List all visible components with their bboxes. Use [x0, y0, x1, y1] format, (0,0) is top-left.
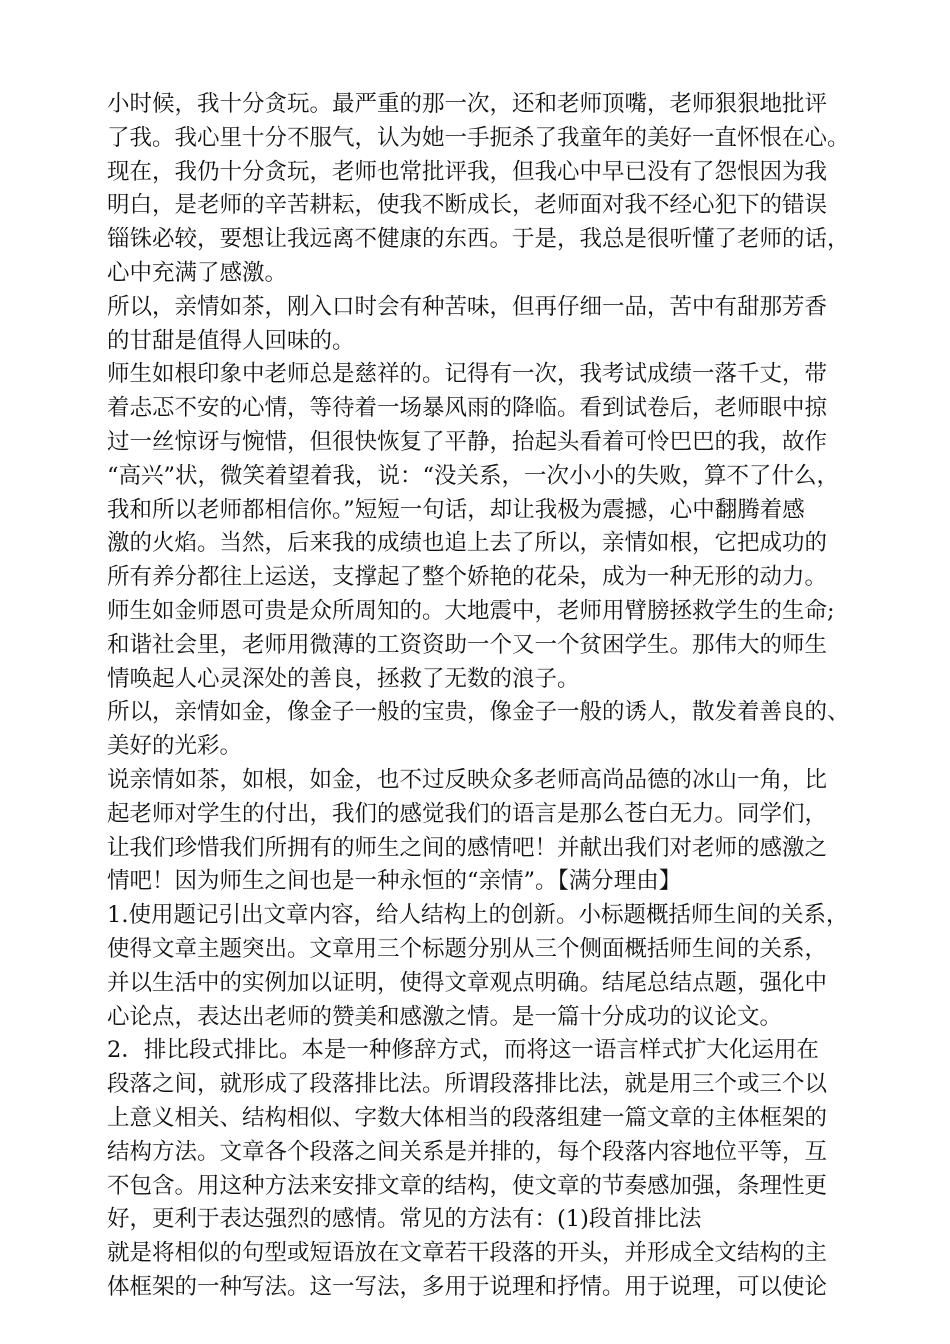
text-line: 2．排比段式排比。本是一种修辞方式，而将这一语言样式扩大化运用在 [107, 1037, 819, 1064]
text-line: 不包含。用这种方法来安排文章的结构，使文章的节奏感加强，条理性更 [107, 1172, 828, 1199]
text-line: 师生如根印象中老师总是慈祥的。记得有一次，我考试成绩一落千丈，带 [107, 361, 828, 388]
text-line: 起老师对学生的付出，我们的感觉我们的语言是那么苍白无力。同学们， [107, 800, 828, 827]
text-line: 使得文章主题突出。文章用三个标题分别从三个侧面概括师生间的关系， [107, 935, 828, 962]
text-line: 所有养分都往上运送，支撑起了整个娇艳的花朵，成为一种无形的动力。 [107, 564, 828, 591]
text-line: 美好的光彩。 [107, 733, 243, 760]
text-line: 情唤起人心灵深处的善良，拯救了无数的浪子。 [107, 665, 580, 692]
text-line: 着忐忑不安的心情，等待着一场暴风雨的降临。看到试卷后，老师眼中掠 [107, 395, 828, 422]
text-line: 师生如金师恩可贵是众所周知的。大地震中，老师用臂膀拯救学生的生命; [107, 597, 835, 624]
text-line: 并以生活中的实例加以证明，使得文章观点明确。结尾总结点题，强化中 [107, 969, 828, 996]
text-line: 心论点，表达出老师的赞美和感激之情。是一篇十分成功的议论文。 [107, 1003, 783, 1030]
text-line: 明白，是老师的辛苦耕耘，使我不断成长，老师面对我不经心犯下的错误 [107, 192, 828, 219]
text-line: 了我。我心里十分不服气，认为她一手扼杀了我童年的美好一直怀恨在心。 [107, 124, 850, 151]
text-line: 心中充满了感激。 [107, 259, 288, 286]
document-body [107, 88, 867, 1305]
text-line: 锱铢必较，要想让我远离不健康的东西。于是，我总是很听懂了老师的话， [107, 226, 850, 253]
text-line: 好，更利于表达强烈的感情。常见的方法有：(1)段首排比法 [107, 1206, 702, 1233]
text-line: 让我们珍惜我们所拥有的师生之间的感情吧！并献出我们对老师的感激之 [107, 834, 828, 861]
text-line: 激的火焰。当然，后来我的成绩也追上去了所以，亲情如根，它把成功的 [107, 530, 828, 557]
text-line: 现在，我仍十分贪玩，老师也常批评我，但我心中早已没有了怨恨因为我 [107, 158, 828, 185]
text-line: 我和所以老师都相信你。”短短一句话，却让我极为震撼，心中翻腾着感 [107, 496, 805, 523]
text-line: 小时候，我十分贪玩。最严重的那一次，还和老师顶嘴，老师狠狠地批评 [107, 91, 828, 117]
text-line: 就是将相似的句型或短语放在文章若干段落的开头，并形成全文结构的主 [107, 1240, 828, 1267]
text-line: 说亲情如茶，如根，如金，也不过反映众多老师高尚品德的冰山一角，比 [107, 766, 828, 793]
text-line: 体框架的一种写法。这一写法，多用于说理和抒情。用于说理，可以使论 [107, 1273, 828, 1300]
text-line: 和谐社会里，老师用微薄的工资资助一个又一个贫困学生。那伟大的师生 [107, 631, 828, 658]
text-line: 所以，亲情如金，像金子一般的宝贵，像金子一般的诱人，散发着善良的、 [107, 699, 850, 726]
text-line: 过一丝惊讶与惋惜，但很快恢复了平静，抬起头看着可怜巴巴的我，故作 [107, 428, 828, 455]
text-line: 情吧！因为师生之间也是一种永恒的“亲情”。【满分理由】 [107, 868, 682, 895]
text-line: 段落之间，就形成了段落排比法。所谓段落排比法，就是用三个或三个以 [107, 1071, 828, 1098]
text-line: 所以，亲情如茶，刚入口时会有种苦味，但再仔细一品，苦中有甜那芳香 [107, 293, 828, 320]
text-line: 的甘甜是值得人回味的。 [107, 327, 355, 354]
text-line: 上意义相关、结构相似、字数大体相当的段落组建一篇文章的主体框架的 [107, 1104, 828, 1131]
text-line: 结构方法。文章各个段落之间关系是并排的，每个段落内容地位平等，互 [107, 1138, 828, 1165]
text-line: “高兴”状，微笑着望着我，说：“没关系，一次小小的失败，算不了什么， [107, 462, 840, 489]
text-line: 1.使用题记引出文章内容，给人结构上的创新。小标题概括师生间的关系， [107, 902, 849, 929]
